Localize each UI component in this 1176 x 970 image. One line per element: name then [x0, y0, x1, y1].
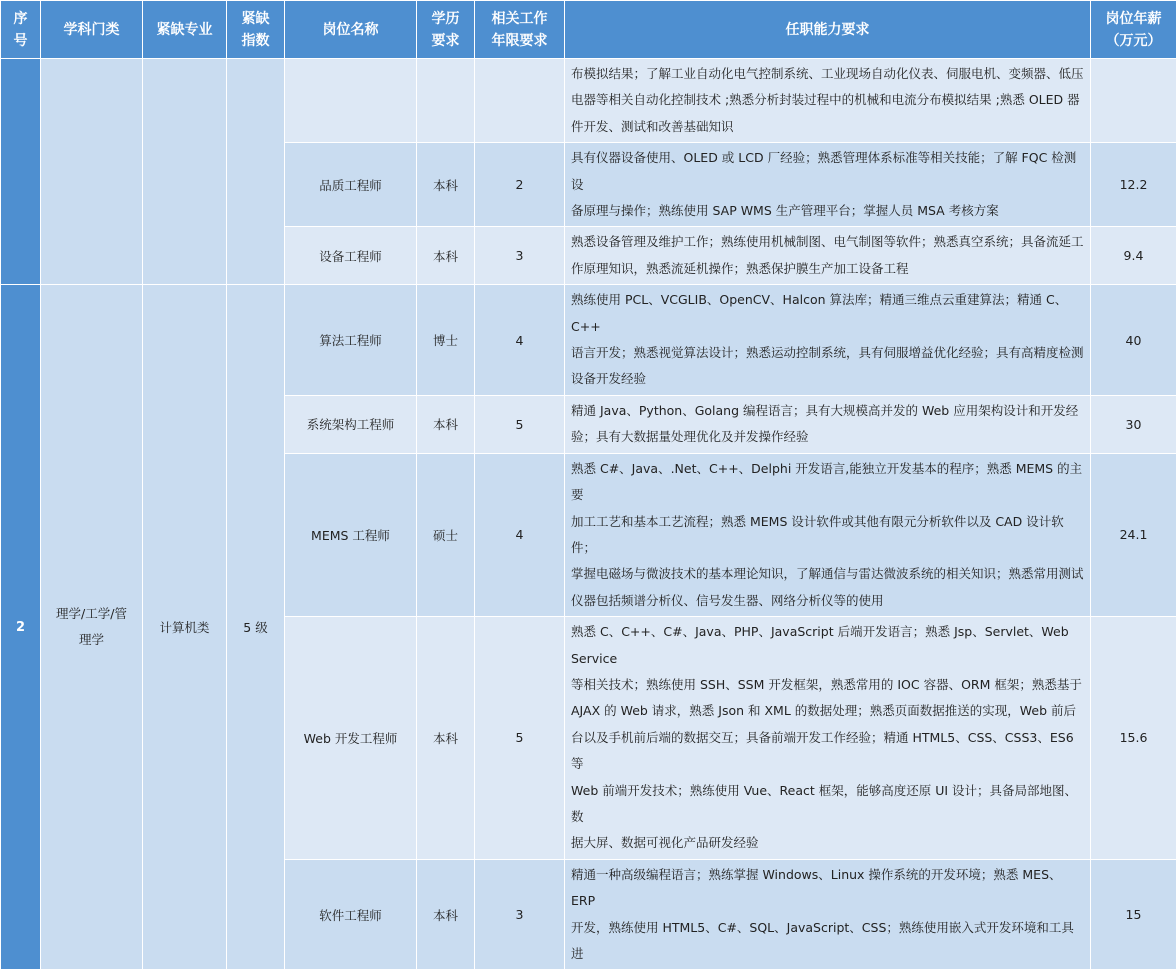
- position-cell: Web 开发工程师: [285, 617, 417, 860]
- requirements-cell: 熟练使用 PCL、VCGLIB、OpenCV、Halcon 算法库；精通三维点云重建算法；精通 C、C++ 语言开发；熟悉视觉算法设计；熟悉运动控制系统，具有伺服增益优化经验；具有高精度检测 设备开发经验: [565, 285, 1091, 396]
- salary-cell: 9.4: [1091, 227, 1176, 285]
- position-cell: 算法工程师: [285, 285, 417, 396]
- header-discipline: 学科门类: [41, 1, 143, 59]
- requirements-cell: 布模拟结果；了解工业自动化电气控制系统、工业现场自动化仪表、伺服电机、变频器、低压 电器等相关自动化控制技术 ;熟悉分析封装过程中的机械和电流分布模拟结果 ;熟悉 OLED 器 件开发、测试和改善基础知识: [565, 59, 1091, 143]
- header-row: [1, 1, 1176, 59]
- education-cell: 本科: [417, 859, 475, 970]
- salary-cell: 30: [1091, 395, 1176, 453]
- index-cell: [227, 59, 285, 285]
- years-cell: 3: [475, 227, 565, 285]
- header-index: 紧缺 指数: [227, 1, 285, 59]
- position-cell: [285, 59, 417, 143]
- requirements-cell: 精通 Java、Python、Golang 编程语言；具有大规模高并发的 Web 应用架构设计和开发经 验；具有大数据量处理优化及并发操作经验: [565, 395, 1091, 453]
- table-row: [1, 59, 1176, 143]
- table-row: [1, 285, 1176, 396]
- salary-cell: 15.6: [1091, 617, 1176, 860]
- major-cell: 计算机类: [143, 285, 227, 970]
- requirements-cell: 具有仪器设备使用、OLED 或 LCD 厂经验；熟悉管理体系标准等相关技能；了解 FQC 检测设 备原理与操作；熟练使用 SAP WMS 生产管理平台；掌握人员 MSA 考核方案: [565, 143, 1091, 227]
- position-cell: 品质工程师: [285, 143, 417, 227]
- years-cell: 5: [475, 617, 565, 860]
- requirements-cell: 熟悉 C、C++、C#、Java、PHP、JavaScript 后端开发语言；熟悉 Jsp、Servlet、Web Service 等相关技术；熟练使用 SSH、SSM 开发框架，熟悉常用的 IOC 容器、ORM 框架；熟悉基于 AJAX 的 Web 请求，熟悉 Json 和 XML 的数据处理；熟悉页面数据推送的实现，Web 前后 台以及手机前后端的数据交互；具备前端开发工作经验；精通 HTML5、CSS、CSS3、ES6 等 Web 前端开发技术；熟练使用 Vue、React 框架，能够高度还原 UI 设计；具备局部地图、数 据大屏、数据可视化产品研发经验: [565, 617, 1091, 860]
- header-position: 岗位名称: [285, 1, 417, 59]
- position-cell: MEMS 工程师: [285, 453, 417, 616]
- years-cell: 4: [475, 285, 565, 396]
- years-cell: 5: [475, 395, 565, 453]
- salary-cell: 24.1: [1091, 453, 1176, 616]
- discipline-cell: [41, 59, 143, 285]
- header-major: 紧缺专业: [143, 1, 227, 59]
- header-education: 学历 要求: [417, 1, 475, 59]
- education-cell: 硕士: [417, 453, 475, 616]
- header-salary: 岗位年薪 （万元）: [1091, 1, 1176, 59]
- education-cell: 本科: [417, 143, 475, 227]
- position-cell: 设备工程师: [285, 227, 417, 285]
- salary-cell: 40: [1091, 285, 1176, 396]
- salary-cell: [1091, 59, 1176, 143]
- salary-cell: 12.2: [1091, 143, 1176, 227]
- education-cell: 本科: [417, 617, 475, 860]
- major-cell: [143, 59, 227, 285]
- index-cell: 5 级: [227, 285, 285, 970]
- header-seq: 序 号: [1, 1, 41, 59]
- education-cell: 本科: [417, 227, 475, 285]
- position-cell: 系统架构工程师: [285, 395, 417, 453]
- years-cell: 4: [475, 453, 565, 616]
- seq-cell: 2: [1, 285, 41, 970]
- requirements-cell: 熟悉 C#、Java、.Net、C++、Delphi 开发语言,能独立开发基本的程序；熟悉 MEMS 的主要 加工工艺和基本工艺流程；熟悉 MEMS 设计软件或其他有限元分析软件以及 CAD 设计软件； 掌握电磁场与微波技术的基本理论知识，了解通信与雷达微波系统的相关知识；熟悉常用测试 仪器包括频谱分析仪、信号发生器、网络分析仪等的使用: [565, 453, 1091, 616]
- years-cell: 3: [475, 859, 565, 970]
- requirements-cell: 精通一种高级编程语言；熟练掌握 Windows、Linux 操作系统的开发环境；熟悉 MES、ERP 开发，熟练使用 HTML5、C#、SQL、JavaScript、CSS；熟练使用嵌入式开发环境和工具进: [565, 859, 1091, 970]
- header-years: 相关工作 年限要求: [475, 1, 565, 59]
- seq-cell: [1, 59, 41, 285]
- header-requirements: 任职能力要求: [565, 1, 1091, 59]
- discipline-cell: 理学/工学/管 理学: [41, 285, 143, 970]
- requirements-cell: 熟悉设备管理及维护工作；熟练使用机械制图、电气制图等软件；熟悉真空系统；具备流延工 作原理知识，熟悉流延机操作；熟悉保护膜生产加工设备工程: [565, 227, 1091, 285]
- education-cell: [417, 59, 475, 143]
- education-cell: 博士: [417, 285, 475, 396]
- years-cell: 2: [475, 143, 565, 227]
- years-cell: [475, 59, 565, 143]
- education-cell: 本科: [417, 395, 475, 453]
- salary-cell: 15: [1091, 859, 1176, 970]
- position-cell: 软件工程师: [285, 859, 417, 970]
